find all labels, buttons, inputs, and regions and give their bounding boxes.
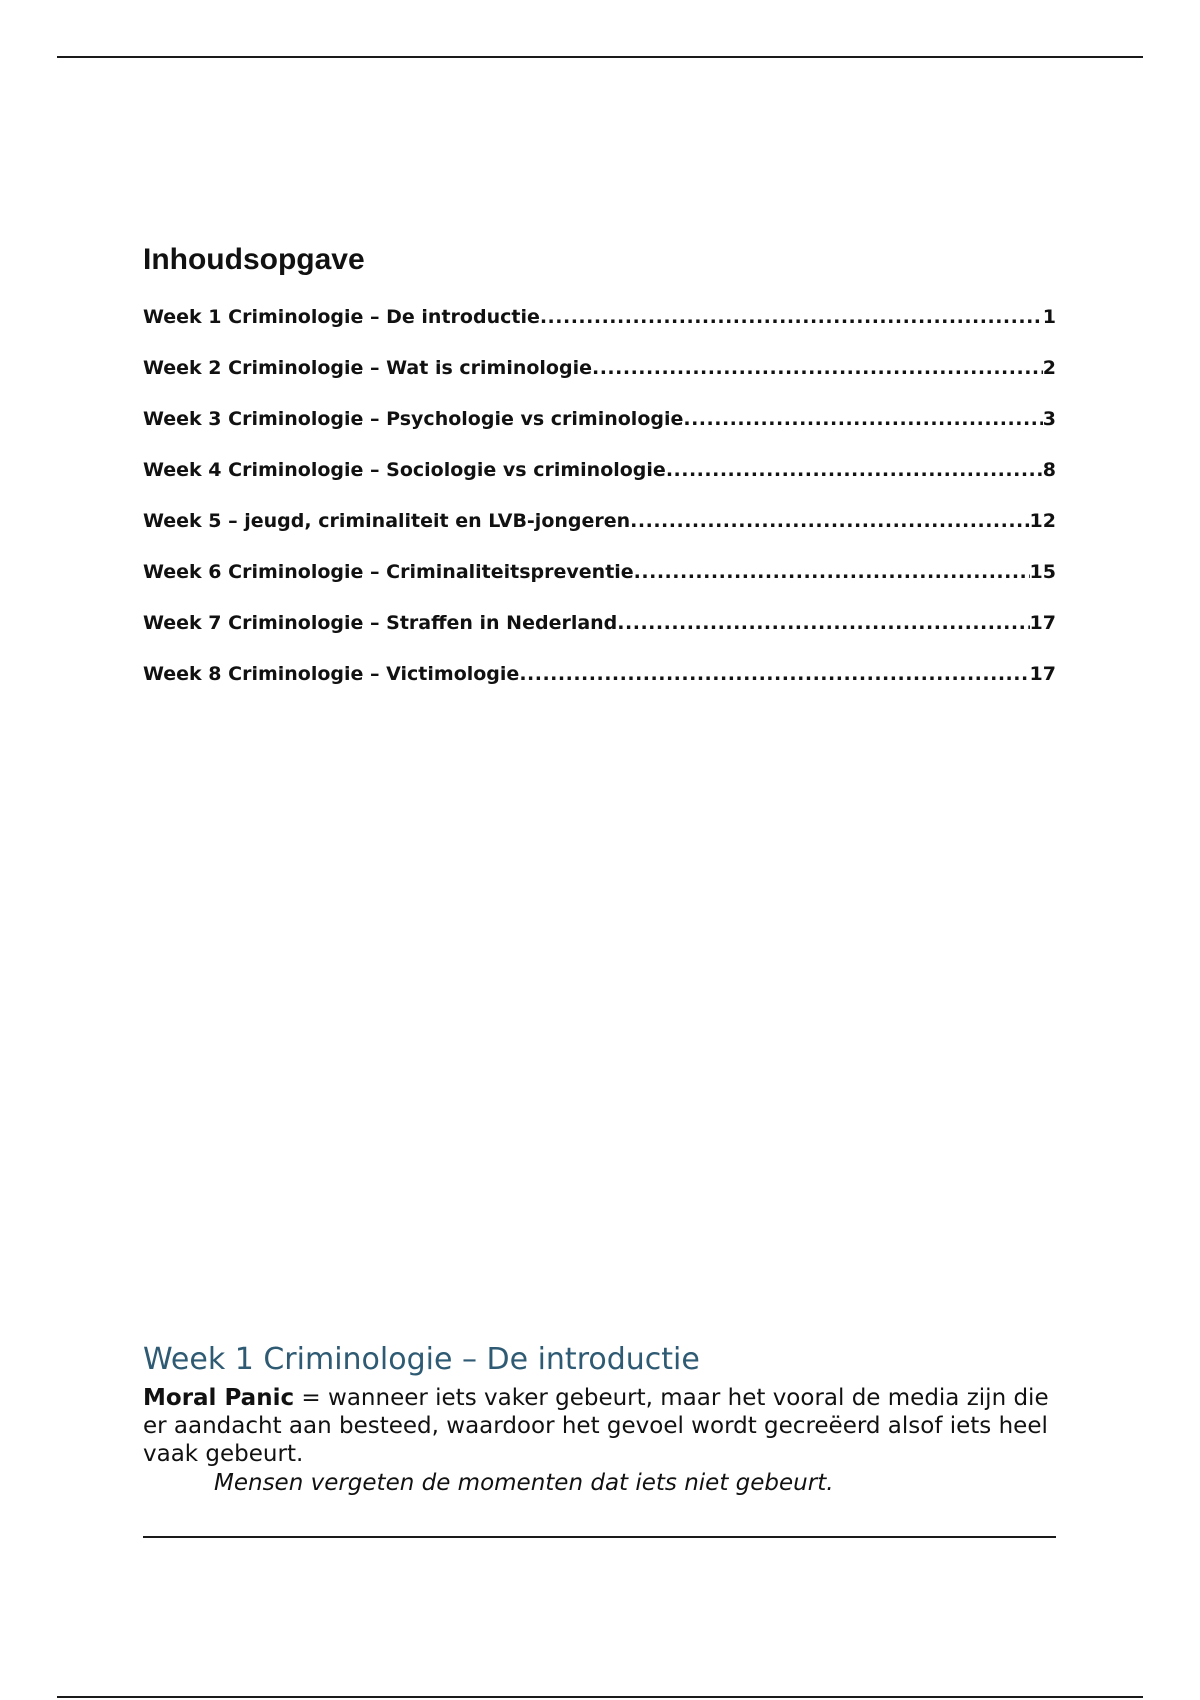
toc-dot-leader [617,598,1029,649]
toc-entry-page: 8 [1042,459,1056,481]
toc-entry-label: Week 1 Criminologie – De introductie [143,306,540,328]
toc-dot-leader [683,394,1042,445]
toc-entry-week-6[interactable] [143,547,1056,598]
toc-entry-label: Week 4 Criminologie – Sociologie vs criminologie [143,459,666,481]
section-divider [143,1536,1056,1538]
toc-dot-leader [519,649,1029,700]
toc-dot-leader [592,343,1043,394]
definition-paragraph [143,1384,1056,1468]
table-of-contents [143,240,1056,700]
toc-entry-week-7[interactable] [143,598,1056,649]
section-week-1 [143,1338,1056,1498]
toc-entry-week-1[interactable] [143,292,1056,343]
toc-entry-week-3[interactable] [143,394,1056,445]
toc-dot-leader [630,496,1029,547]
toc-entry-label: Week 7 Criminologie – Straffen in Nederland [143,612,618,634]
toc-entry-week-2[interactable] [143,343,1056,394]
toc-entry-page: 1 [1042,306,1056,328]
definition-text: = wanneer iets vaker gebeurt, maar het vooral de media zijn die er aandacht aan besteed, waardoor het gevoel wordt gecreëerd alsof iets heel vaak gebeurt. [143,1385,1049,1467]
indented-note: Mensen vergeten de momenten dat iets niet gebeurt. [214,1470,834,1496]
toc-entry-week-5[interactable] [143,496,1056,547]
toc-entry-page: 15 [1029,561,1056,583]
toc-entry-page: 12 [1029,510,1056,532]
page-top-rule [57,56,1143,58]
toc-title: Inhoudsopgave [143,243,365,276]
definition-term: Moral Panic [143,1385,295,1411]
toc-entry-label: Week 2 Criminologie – Wat is criminologie [143,357,592,379]
toc-entry-label: Week 8 Criminologie – Victimologie [143,663,520,685]
toc-entry-week-8[interactable] [143,649,1056,700]
toc-entry-week-4[interactable] [143,445,1056,496]
toc-entry-page: 17 [1029,663,1056,685]
toc-entry-label: Week 6 Criminologie – Criminaliteitspreventie [143,561,634,583]
toc-entry-label: Week 3 Criminologie – Psychologie vs criminologie [143,408,684,430]
toc-entry-page: 2 [1042,357,1056,379]
toc-dot-leader [666,445,1043,496]
page-bottom-rule [57,1696,1143,1698]
toc-dot-leader [634,547,1030,598]
section-heading: Week 1 Criminologie – De introductie [143,1342,700,1377]
toc-dot-leader [540,292,1043,343]
toc-entry-page: 17 [1029,612,1056,634]
toc-entry-page: 3 [1042,408,1056,430]
toc-list [143,292,1056,700]
toc-entry-label: Week 5 – jeugd, criminaliteit en LVB-jongeren [143,510,631,532]
